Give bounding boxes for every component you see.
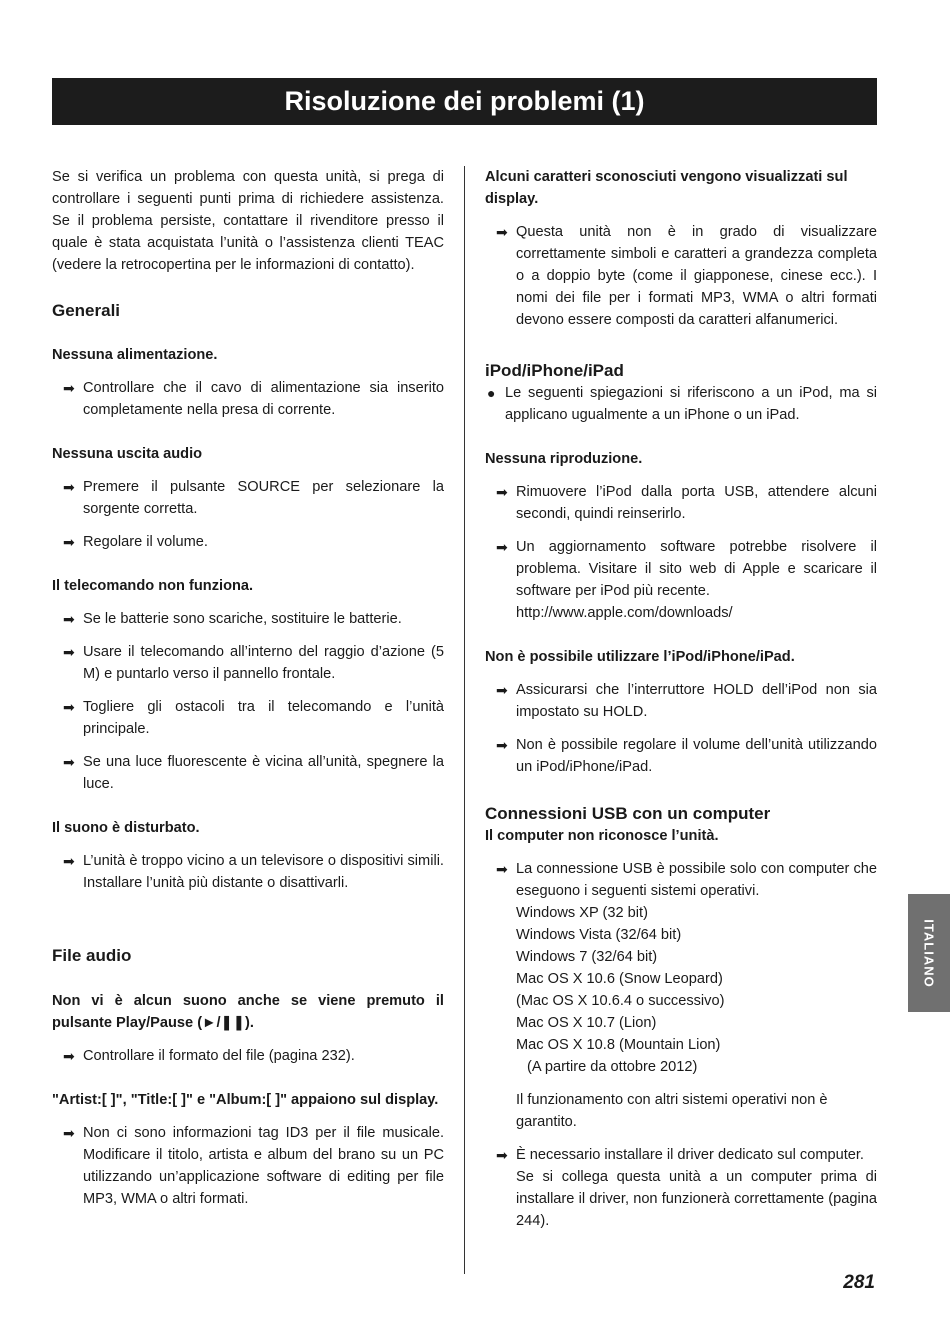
right-column [485,166,877,1232]
problem-heading-no-power: Nessuna alimentazione. [52,347,218,363]
problem-heading-remote: Il telecomando non funziona. [52,578,254,594]
arrow-icon: ➡ [63,699,75,715]
arrow-icon: ➡ [496,861,508,877]
problem-heading-usb: Il computer non riconosce l’unità. [485,828,719,844]
intro-paragraph: Se si verifica un problema con questa unità, si prega di controllare i seguenti punti prima di richiedere assistenza. Se il problema persiste, contattare il rivenditore presso il quale è stata acquistata l’unità o l’assistenza clienti TEAC (vedere la retrocopertina per le informazioni di contatto). [52,169,444,273]
list-item: ➡ Premere il pulsante SOURCE per selezionare la sorgente corretta. [52,476,444,520]
arrow-icon: ➡ [63,754,75,770]
section-heading-usb: Connessioni USB con un computer [485,804,771,823]
arrow-icon: ➡ [63,853,75,869]
os-other-note: Il funzionamento con altri sistemi operativi non è garantito. [516,1092,828,1130]
section-heading-file-audio: File audio [52,946,132,965]
apple-downloads-link[interactable]: http://www.apple.com/downloads/ [516,605,733,621]
list-item: ➡ Togliere gli ostacoli tra il telecomando e l’unità principale. [52,696,444,740]
os-item: Mac OS X 10.8 (Mountain Lion) [516,1037,721,1053]
arrow-icon: ➡ [63,1048,75,1064]
list-item: ➡ Se una luce fluorescente è vicina all’unità, spegnere la luce. [52,751,444,795]
list-item: ➡ Non è possibile regolare il volume dell’unità utilizzando un iPod/iPhone/iPad. [485,734,877,778]
language-tab [908,894,950,1012]
os-item: Windows 7 (32/64 bit) [516,949,658,965]
os-date-note: (A partire da ottobre 2012) [527,1059,698,1075]
list-item: ➡ Assicurarsi che l’interruttore HOLD dell’iPod non sia impostato su HOLD. [485,679,877,723]
os-item: (Mac OS X 10.6.4 o successivo) [516,993,725,1009]
list-item: ➡ L’unità è troppo vicino a un televisore o dispositivi simili. Installare l’unità più distante o disattivarli. [52,850,444,894]
arrow-icon: ➡ [496,682,508,698]
arrow-icon: ➡ [63,479,75,495]
list-item: ➡ La connessione USB è possibile solo con computer che eseguono i seguenti sistemi operativi. Windows XP (32 bit) Windows Vista (32/64 bit) Windows 7 (32/64 bit) Mac OS X 10.6 (Snow Leopard) (Mac OS X 10.6.4 o successivo) Mac OS X 10.7 (Lion) Mac OS X 10.8 (Mountain Lion) (A partire da ottobre 2012) Il funzionamento con altri sistemi operativi non è garantito. [485,858,877,1133]
page-number: 281 [843,1272,875,1293]
page-title: Risoluzione dei problemi (1) [52,78,877,125]
os-item: Mac OS X 10.7 (Lion) [516,1015,657,1031]
list-item: ➡ Rimuovere l’iPod dalla porta USB, attendere alcuni secondi, quindi reinserirlo. [485,481,877,525]
list-item: ➡ Regolare il volume. [52,531,444,553]
arrow-icon: ➡ [496,737,508,753]
problem-heading-unknown-chars: Alcuni caratteri sconosciuti vengono visualizzati sul display. [485,169,848,207]
left-column [52,166,444,1210]
problem-heading-no-playback: Nessuna riproduzione. [485,451,643,467]
problem-heading-noise: Il suono è disturbato. [52,820,200,836]
list-item: ➡ Usare il telecomando all’interno del raggio d’azione (5 M) e puntarlo verso il pannello frontale. [52,641,444,685]
arrow-icon: ➡ [63,644,75,660]
column-divider [464,166,465,1274]
arrow-icon: ➡ [496,224,508,240]
list-item: ➡ Controllare il formato del file (pagina 232). [52,1045,444,1067]
bullet-icon: ● [487,385,496,401]
arrow-icon: ➡ [496,1147,508,1163]
problem-heading-no-audio: Nessuna uscita audio [52,446,203,462]
list-item: ➡ Se le batterie sono scariche, sostituire le batterie. [52,608,444,630]
problem-heading-cant-use: Non è possibile utilizzare l’iPod/iPhone/iPad. [485,649,795,665]
arrow-icon: ➡ [63,534,75,550]
list-item: ➡ Un aggiornamento software potrebbe risolvere il problema. Visitare il sito web di Apple e scaricare il software per iPod più recente. http://www.apple.com/downloads/ [485,536,877,624]
list-item: ➡ È necessario installare il driver dedicato sul computer. Se si collega questa unità a un computer prima di installare il driver, non funzionerà correttamente (pagina 244). [485,1144,877,1232]
arrow-icon: ➡ [63,1125,75,1141]
note-item: ● Le seguenti spiegazioni si riferiscono a un iPod, ma si applicano ugualmente a un iPhone o un iPad. [485,382,877,426]
list-item: ➡ Controllare che il cavo di alimentazione sia inserito completamente nella presa di corrente. [52,377,444,421]
list-item: ➡ Non ci sono informazioni tag ID3 per il file musicale. Modificare il titolo, artista e album del brano su un PC utilizzando un’applicazione software di editing per file MP3, WMA o altri formati. [52,1122,444,1210]
problem-heading-artist-title: "Artist:[ ]", "Title:[ ]" e "Album:[ ]" appaiono sul display. [52,1092,439,1108]
list-item: ➡ Questa unità non è in grado di visualizzare correttamente simboli e caratteri a grandezza completa o a doppio byte (come il giapponese, cinese ecc.). I nomi dei file per i formati MP3, WMA o altri formati devono essere composti da caratteri alfanumerici. [485,221,877,331]
language-tab-label: ITALIANO [921,918,937,988]
arrow-icon: ➡ [496,484,508,500]
os-item: Mac OS X 10.6 (Snow Leopard) [516,971,723,987]
problem-heading-no-sound-play: Non vi è alcun suono anche se viene premuto il pulsante Play/Pause (►/❚❚). [52,993,444,1031]
section-heading-generali: Generali [52,301,121,320]
arrow-icon: ➡ [63,611,75,627]
arrow-icon: ➡ [496,539,508,555]
os-item: Windows Vista (32/64 bit) [516,927,682,943]
arrow-icon: ➡ [63,380,75,396]
section-heading-ipod: iPod/iPhone/iPad [485,361,624,380]
os-item: Windows XP (32 bit) [516,905,648,921]
